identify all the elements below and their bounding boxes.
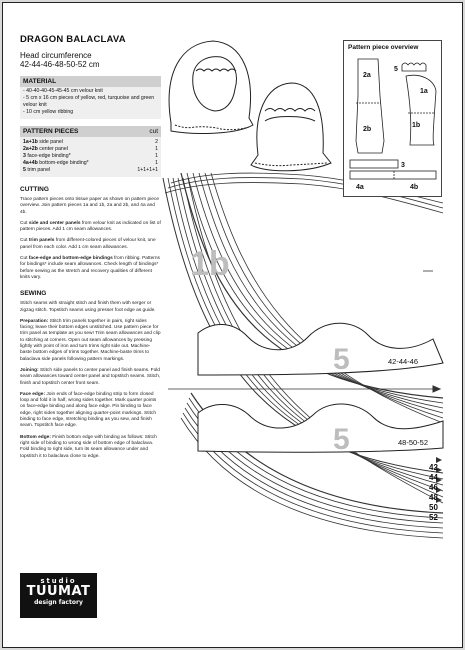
- sewing-step-title: Joining:: [20, 367, 39, 373]
- pattern-piece-row: [23, 146, 158, 153]
- sewing-paragraph: Stitch seams with straight stitch and finish them with serger or zigzag stitch. Topstitch seams using presser foot edge as guide.: [20, 301, 156, 313]
- pattern-piece-row: [23, 139, 158, 146]
- pattern-pieces-list: [20, 137, 161, 177]
- overview-piece-5: [402, 63, 426, 71]
- overview-label-3: 3: [401, 162, 405, 169]
- head-circumference-values: 42-44-46-48-50-52 cm: [20, 60, 100, 69]
- piece-desc: center panel: [37, 146, 68, 152]
- pattern-piece-row: [23, 153, 158, 160]
- cut-column-label: cut: [149, 128, 158, 135]
- size-label-52: 52: [429, 513, 438, 522]
- piece-name: 5: [23, 167, 26, 173]
- size-labels: [429, 463, 438, 522]
- cutting-emphasis: trim panels: [28, 238, 55, 244]
- sewing-step-title: Preparation:: [20, 318, 49, 324]
- head-circumference-label: Head circumference: [20, 51, 92, 60]
- piece-cut: 1: [155, 153, 158, 159]
- balaclava-illustration-front: [169, 41, 253, 133]
- material-item: - 5 cm x 16 cm pieces of yellow, red, turquoise and green velour knit: [23, 95, 158, 109]
- overview-piece-4: [350, 171, 436, 179]
- pattern-overview-box: [343, 40, 442, 197]
- studio-tuumat-logo: [20, 573, 97, 618]
- cutting-paragraph: Cut face-edge and bottom-edge bindings from ribbing. Patterns for bindings* include seam allowances. Check length of bindings* before sewing as the stretch and recovery qualities of different knits vary.: [20, 256, 160, 280]
- overview-label-2b: 2b: [363, 126, 372, 133]
- material-header: [20, 76, 161, 87]
- overview-label-4a: 4a: [356, 184, 364, 191]
- sewing-paragraph: Bottom edge: Finish bottom edge with binding as follows: Stitch right side of binding to wrong side of bottom edge of balaclava. Fold binding to right side, turn its seam allowance under and topstitch it to balaclava close to edge.: [20, 434, 157, 459]
- material-list: [20, 87, 161, 119]
- logo-line-3: design factory: [34, 599, 83, 606]
- trim-sizes-label-2: 48-50-52: [398, 438, 429, 447]
- sewing-paragraph: Face edge: Join ends of face-edge binding strip to form closed loop and fold it in half, wrong sides together. Mark quarter points on face-edge binding and along face edge. Pin binding to face edge, right sides together aligning quarter-point markings. Stitch binding to face edge, stretching binding as you sew, and finish seam. Topstitch face edge.: [20, 391, 157, 429]
- instructions-column: [20, 34, 161, 465]
- pattern-sheet: [2, 2, 463, 648]
- cutting-emphasis: face-edge and bottom-edge bindings: [28, 256, 113, 262]
- balaclava-illustration-back: [251, 83, 331, 171]
- overview-label-4b: 4b: [410, 184, 419, 191]
- piece-cut: 1+1+1+1: [137, 167, 158, 173]
- trim-panel-label-2: 5: [333, 423, 350, 456]
- logo-line-2: TUUMAT: [26, 584, 91, 599]
- sewing-paragraph: Joining: Stitch side panels to center panel and finish seams. Fold seam allowances toward center panel and topstitch seams. Stitch, finish and topstitch center front seam.: [20, 367, 161, 386]
- overview-title: Pattern piece overview: [348, 44, 419, 51]
- overview-diagram: [344, 41, 441, 196]
- pattern-pieces-header: [20, 126, 161, 137]
- piece-cut: 1: [155, 146, 158, 152]
- size-label-46: 46: [429, 483, 438, 492]
- piece-desc: side panel: [37, 139, 63, 145]
- cutting-emphasis: side and center panels: [28, 220, 81, 226]
- size-label-48: 48: [429, 493, 438, 502]
- piece-name: 4a+4b: [23, 160, 38, 166]
- overview-label-1b: 1b: [412, 122, 421, 129]
- material-item: - 40-40-40-45-45-45 cm velour knit: [23, 88, 158, 95]
- pattern-piece-row: [23, 160, 158, 167]
- logo-line-1: studio: [40, 577, 77, 585]
- cutting-paragraph: Cut side and center panels from velour knit as indicated on list of pattern pieces. Add 1 cm seam allowances.: [20, 220, 161, 233]
- sewing-step-title: Face edge:: [20, 391, 46, 397]
- material-item: - 10 cm yellow ribbing: [23, 109, 158, 116]
- cutting-paragraph: Trace pattern pieces onto tissue paper as shown on pattern piece overview. Join pattern pieces 1a and 1b, 2a and 2b, and 4a and 4b.: [20, 197, 160, 215]
- sewing-step-title: Bottom edge:: [20, 434, 51, 440]
- pattern-piece-row: [23, 167, 158, 174]
- piece-desc: face-edge binding*: [25, 153, 71, 159]
- overview-piece-1: [406, 75, 436, 145]
- overview-label-1a: 1a: [420, 88, 428, 95]
- trim-panel-label-1: 5: [333, 343, 350, 376]
- piece-1b-label: 1b: [190, 245, 230, 283]
- size-label-42: 42: [429, 463, 438, 472]
- overview-label-5: 5: [394, 66, 398, 73]
- trim-panel-shapes: [198, 323, 443, 452]
- piece-cut: 1: [155, 160, 158, 166]
- material-header-label: MATERIAL: [23, 78, 57, 85]
- overview-label-2a: 2a: [363, 72, 371, 79]
- cutting-heading: CUTTING: [20, 186, 49, 193]
- size-label-44: 44: [429, 473, 438, 482]
- piece-cut: 2: [155, 139, 158, 145]
- piece-name: 1a+1b: [23, 139, 38, 145]
- sewing-paragraph: Preparation: Stitch trim panels together in pairs, right sides facing; leave their bottom edges unstitched. Use pattern piece for trim panel as template as you sew! Trim seam allowances and clip to stitching at corners. Open out seam allowances by pressing lightly with point of iron and turn trims right side out. Machine-baste bottom edges of trims together. Machine-baste trims to balaclava side panels following pattern markings.: [20, 318, 161, 362]
- trim-sizes-label-1: 42-44-46: [388, 357, 419, 366]
- piece-name: 2a+2b: [23, 146, 38, 152]
- piece-desc: trim panel: [25, 167, 51, 173]
- page-title: DRAGON BALACLAVA: [20, 34, 126, 45]
- sewing-heading: SEWING: [20, 290, 47, 298]
- size-label-50: 50: [429, 503, 438, 512]
- piece-name: 3: [23, 153, 26, 159]
- piece-desc: bottom-edge binding*: [37, 160, 89, 166]
- cutting-paragraph: Cut trim panels from different-colored pieces of velour knit, one panel from each color. Add 1 cm seam allowances.: [20, 238, 156, 250]
- overview-piece-3: [350, 160, 398, 168]
- pattern-pieces-header-label: PATTERN PIECES: [23, 128, 79, 135]
